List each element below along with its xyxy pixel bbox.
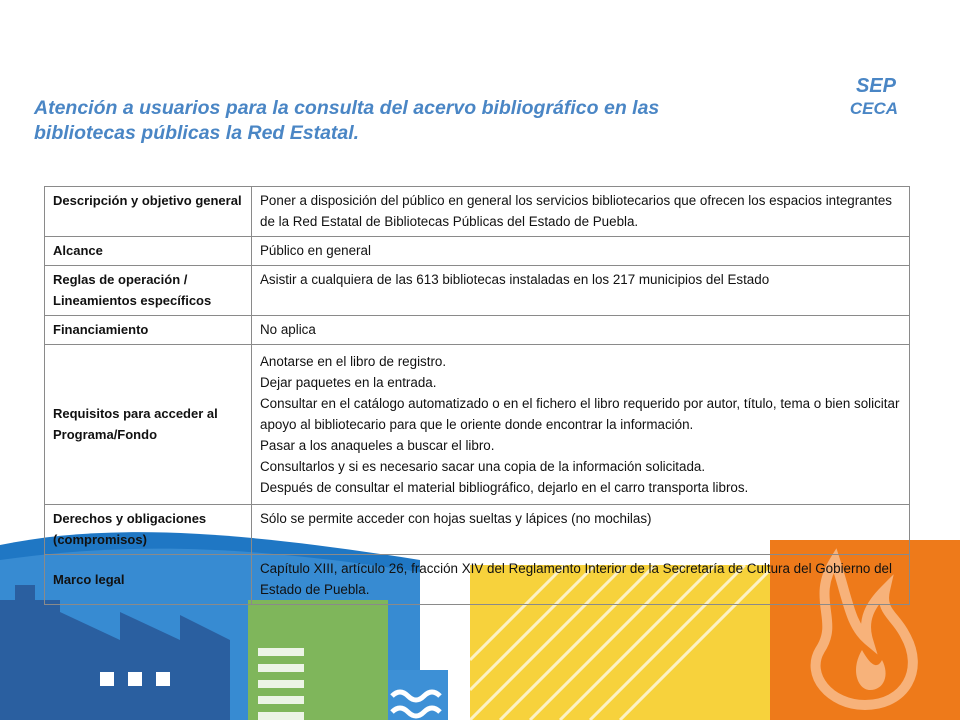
value-line: Pasar a los anaqueles a buscar el libro. (260, 438, 495, 453)
green-stripe (258, 648, 304, 656)
value-line: Sólo se permite acceder con hojas sueltas y lápices (no mochilas) (260, 511, 652, 526)
sep-ceca-logo (850, 74, 896, 120)
factory-window (156, 672, 170, 686)
logo-sep-text: SEP (855, 75, 896, 97)
table-row-descripcion (45, 187, 910, 237)
factory-window (100, 672, 114, 686)
row-label: Financiamiento (45, 316, 252, 345)
value-line: Anotarse en el libro de registro. (260, 354, 447, 369)
value-line: No aplica (260, 322, 316, 337)
table-row-financiamiento (45, 316, 910, 345)
row-value (252, 316, 910, 345)
value-line: Asistir a cualquiera de las 613 bibliotecas instaladas en los 217 municipios del Estado (260, 272, 770, 287)
logo-ceca-text: CECA (849, 99, 898, 118)
row-label: Marco legal (45, 555, 252, 605)
row-label: Reglas de operación / Lineamientos específicos (45, 266, 252, 316)
row-value (252, 555, 910, 605)
value-line: Poner a disposición del público en general los servicios bibliotecarios que ofrecen los espacios integrantes de la Red Estatal de Bibliotecas Públicas del Estado de Puebla. (260, 193, 892, 229)
table-row-requisitos (45, 345, 910, 505)
green-stripe (258, 712, 304, 720)
row-value (252, 187, 910, 237)
value-line: Consultar en el catálogo automatizado o en el fichero el libro requerido por autor, título, tema o bien solicitar apoyo al bibliotecario para que le oriente donde encontrar la información. (260, 396, 900, 432)
value-line: Público en general (260, 243, 371, 258)
green-stripe (258, 680, 304, 688)
row-label: Requisitos para acceder al Programa/Fondo (45, 345, 252, 505)
row-value (252, 345, 910, 505)
value-line: Después de consultar el material bibliográfico, dejarlo en el carro transporta libros. (260, 480, 749, 495)
value-line: Capítulo XIII, artículo 26, fracción XIV del Reglamento Interior de la Secretaría de Cultura del Gobierno del Estado de Puebla. (260, 561, 892, 597)
row-label: Alcance (45, 237, 252, 266)
row-label: Derechos y obligaciones (compromisos) (45, 505, 252, 555)
table-row-derechos (45, 505, 910, 555)
row-label: Descripción y objetivo general (45, 187, 252, 237)
table-row-reglas (45, 266, 910, 316)
table-row-marco-legal (45, 555, 910, 605)
value-line: Consultarlos y si es necesario sacar una copia de la información solicitada. (260, 459, 706, 474)
row-value (252, 505, 910, 555)
row-value (252, 266, 910, 316)
green-stripe (258, 664, 304, 672)
page-title: Atención a usuarios para la consulta del acervo bibliográfico en las bibliotecas públicas la Red Estatal. (34, 97, 660, 144)
value-line: Dejar paquetes en la entrada. (260, 375, 437, 390)
row-value (252, 237, 910, 266)
program-info-table (44, 186, 910, 605)
green-stripe (258, 696, 304, 704)
table-row-alcance (45, 237, 910, 266)
factory-window (128, 672, 142, 686)
